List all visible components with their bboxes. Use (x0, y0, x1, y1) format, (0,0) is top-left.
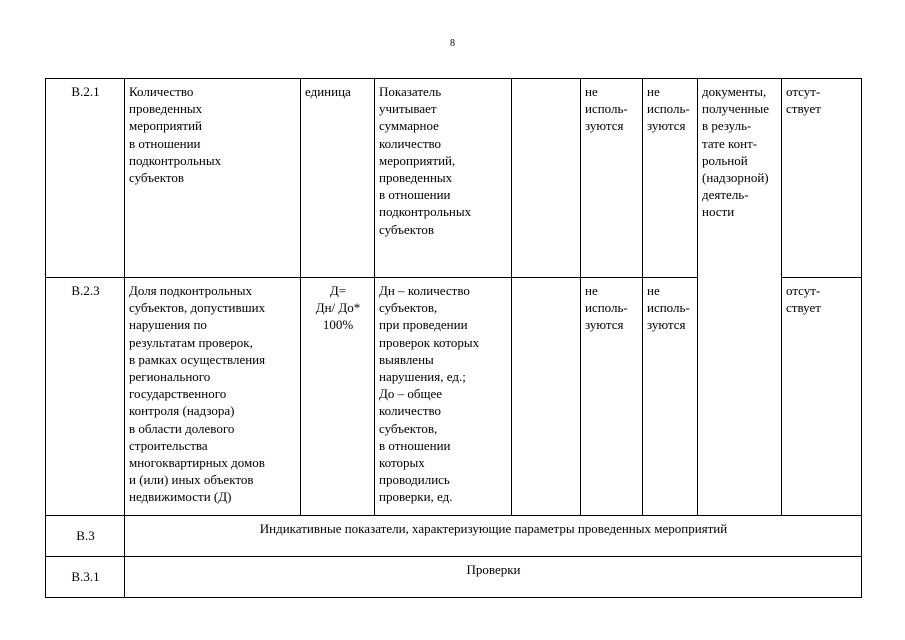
indicator-description: Дн – количество субъектов, при проведении проверок которых выявлены нарушения, ед.; До – общее количество субъектов, в отношении которых проводились проверки, ед. (375, 278, 512, 516)
indicator-unit: единица (301, 79, 375, 278)
section-code: В.3 (46, 516, 125, 557)
indicator-col6: не исполь- зуются (581, 79, 643, 278)
indicators-table (45, 78, 862, 598)
indicator-col9: отсут- ствует (782, 79, 862, 278)
page-number: 8 (450, 38, 455, 49)
section-code: В.3.1 (46, 557, 125, 598)
indicator-code: В.2.3 (46, 278, 125, 516)
indicator-col5 (512, 278, 581, 516)
indicator-col5 (512, 79, 581, 278)
section-title: Индикативные показатели, характеризующие параметры проведенных мероприятий (125, 516, 862, 557)
indicator-col6: не исполь- зуются (581, 278, 643, 516)
table-row (46, 79, 862, 278)
indicator-col7: не исполь- зуются (643, 278, 698, 516)
indicator-name: Количество проведенных мероприятий в отношении подконтрольных субъектов (125, 79, 301, 278)
indicator-code: В.2.1 (46, 79, 125, 278)
indicator-name: Доля подконтрольных субъектов, допустивших нарушения по результатам проверок, в рамках осуществления регионального государственного контроля (надзора) в области долевого строительства многоквартирных домов и (или) иных объектов недвижимости (Д) (125, 278, 301, 516)
section-title: Проверки (125, 557, 862, 598)
indicator-col9: отсут- ствует (782, 278, 862, 516)
section-row (46, 516, 862, 557)
indicator-description: Показатель учитывает суммарное количество мероприятий, проведенных в отношении подконтрольных субъектов (375, 79, 512, 278)
indicator-formula: Д= Дн/ До* 100% (301, 278, 375, 516)
indicator-col7: не исполь- зуются (643, 79, 698, 278)
section-row (46, 557, 862, 598)
indicator-source: документы, полученные в резуль- тате конт- рольной (надзорной) деятель- ности (698, 79, 782, 516)
